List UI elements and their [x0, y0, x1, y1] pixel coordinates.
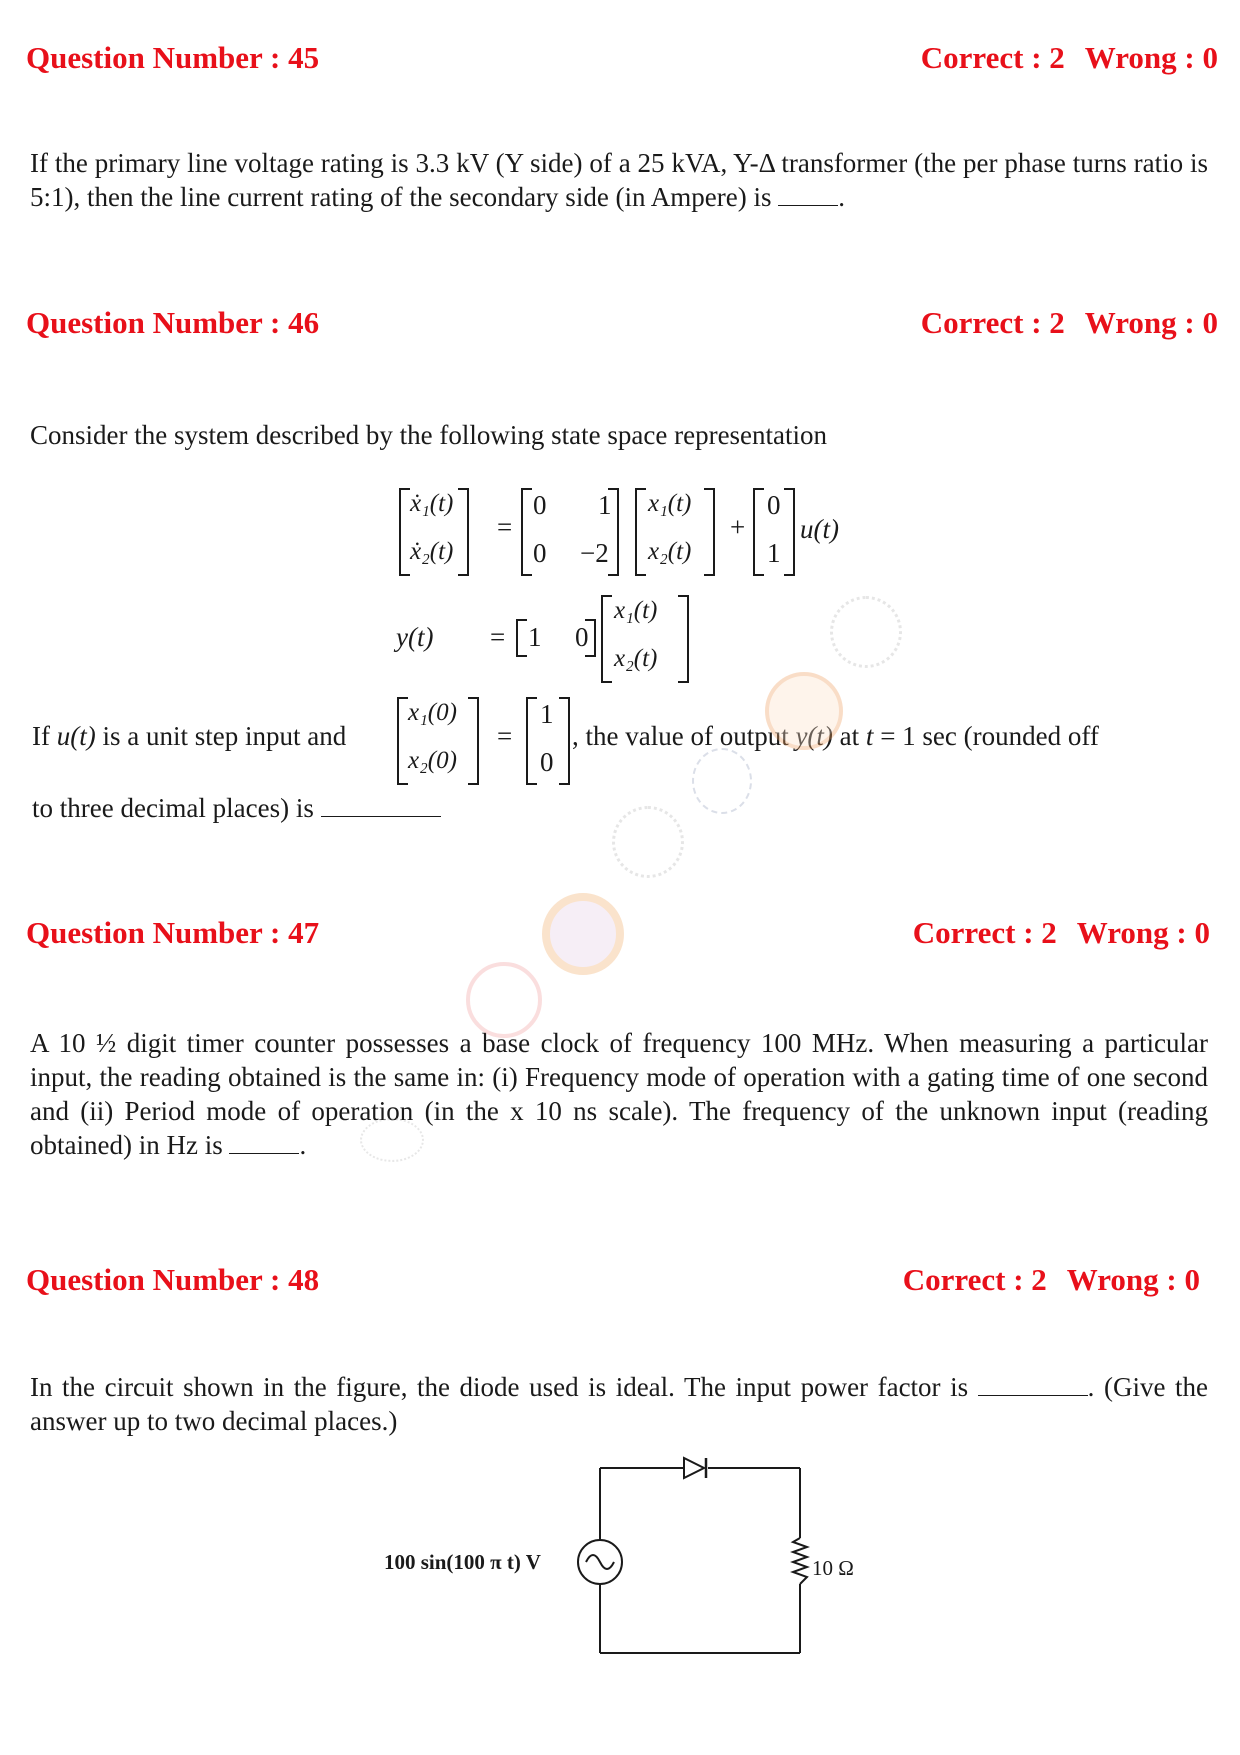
equals: = [497, 512, 513, 542]
correct-marks: Correct : 2 [920, 305, 1065, 340]
condition-text: If u(t) is a unit step input and [32, 721, 347, 751]
A-11: −2 [580, 538, 609, 568]
wrong-marks: Wrong : 0 [1066, 1262, 1200, 1297]
xdot2: ẋ₂(t) [410, 538, 454, 565]
correct-marks: Correct : 2 [920, 40, 1065, 75]
question-text: A 10 ½ digit timer counter possesses a base clock of frequency 100 MHz. When measuring a particular input, the reading obtained is the same in: (i) Frequency mode of operation with a gating time of one second and (ii) Period mode of operation (in the x 10 ns scale). The frequency of the unknown input (reading obtained) in Hz is [30, 1028, 1208, 1160]
condition-tail: to three decimal places) is [32, 792, 441, 824]
watermark-logo [692, 748, 752, 814]
C-0: 1 [528, 622, 542, 652]
answer-blank [778, 181, 838, 206]
question-number: Question Number : 47 [26, 915, 320, 950]
x0-1: 0 [540, 747, 554, 777]
A-01: 1 [598, 490, 612, 520]
question-number: Question Number : 48 [26, 1262, 320, 1297]
question-text-tail: . (Give the answer up to two decimal places.) [30, 1372, 1208, 1436]
condition-text-2: , the value of output y(t) at t = 1 sec (rounded off [572, 721, 1099, 751]
xdot1: ẋ₁(t) [410, 490, 454, 517]
watermark-seal [466, 962, 542, 1038]
plus: + [730, 512, 746, 542]
x2: x₂(t) [648, 538, 692, 565]
source-label: 100 sin(100 π t) V [384, 1550, 541, 1574]
wrong-marks: Wrong : 0 [1084, 305, 1218, 340]
marks [921, 305, 1218, 341]
y-t: y(t) [396, 622, 434, 652]
B-1: 1 [767, 538, 781, 568]
resistor-label: 10 Ω [812, 1556, 854, 1580]
answer-blank [978, 1371, 1088, 1396]
watermark-seal [830, 596, 902, 668]
watermark-logo [542, 893, 624, 975]
x2: x₂(t) [614, 645, 658, 672]
B-0: 0 [767, 490, 781, 520]
question-46-intro: Consider the system described by the following state space representation [30, 420, 828, 450]
question-48-text [30, 1370, 1208, 1438]
watermark-logo [360, 1118, 424, 1162]
watermark-logo [765, 672, 843, 750]
x1-0: x₁(0) [408, 699, 457, 726]
marks [903, 1262, 1200, 1298]
marks [913, 915, 1210, 951]
diode-symbol [684, 1458, 706, 1478]
question-number: Question Number : 46 [26, 305, 320, 340]
question-text: In the circuit shown in the figure, the diode used is ideal. The input power factor is [30, 1372, 978, 1402]
wrong-marks: Wrong : 0 [1084, 40, 1218, 75]
x2-0: x₂(0) [408, 747, 457, 774]
question-text: If the primary line voltage rating is 3.3 kV (Y side) of a 25 kVA, Y-Δ transformer (the per phase turns ratio is 5:1), then the line current rating of the secondary side (in Ampere) is [30, 148, 1208, 212]
x1: x₁(t) [614, 597, 658, 624]
u-t: u(t) [800, 514, 839, 544]
correct-marks: Correct : 2 [912, 915, 1057, 950]
wrong-marks: Wrong : 0 [1076, 915, 1210, 950]
question-45-text: If the primary line voltage rating is 3.3 kV (Y side) of a 25 kVA, Y-Δ transformer (the per phase turns ratio is 5:1), then the line current rating of the secondary side (in Ampere) is . [30, 148, 1208, 212]
equals: = [490, 622, 506, 652]
correct-marks: Correct : 2 [902, 1262, 1047, 1297]
watermark-seal [612, 806, 684, 878]
question-47-text: A 10 ½ digit timer counter possesses a base clock of frequency 100 MHz. When measuring a particular input, the reading obtained is the same in: (i) Frequency mode of operation with a gating time of one second and (ii) Period mode of operation (in the x 10 ns scale). The frequency of the unknown input (reading obtained) in Hz is . [30, 1028, 1208, 1160]
x1: x₁(t) [648, 490, 692, 517]
C-1: 0 [575, 622, 589, 652]
A-10: 0 [533, 538, 547, 568]
answer-blank [229, 1129, 299, 1154]
marks [921, 40, 1218, 76]
resistor-symbol [793, 1538, 807, 1584]
equals: = [497, 721, 513, 751]
A-00: 0 [533, 490, 547, 520]
x0-0: 1 [540, 699, 554, 729]
question-number: Question Number : 45 [26, 40, 320, 75]
